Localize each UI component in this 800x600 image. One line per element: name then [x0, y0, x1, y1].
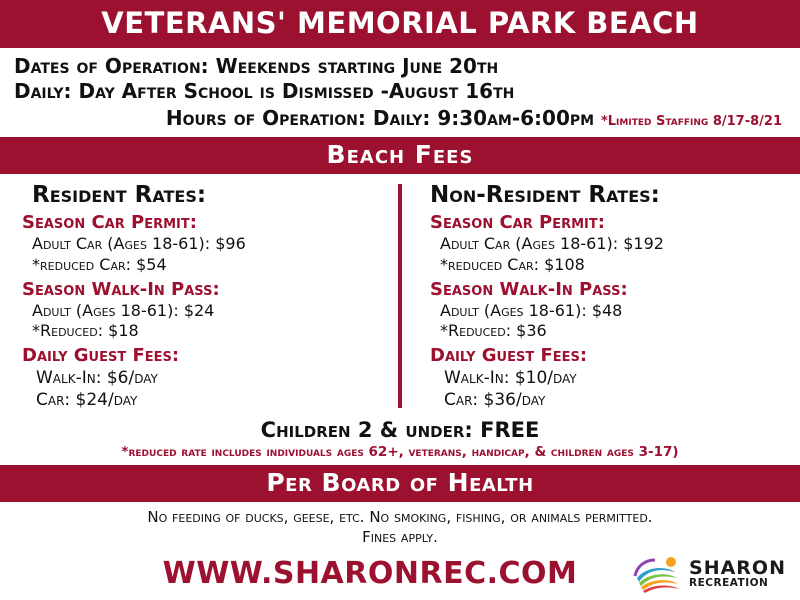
- group-heading: Season Car Permit:: [22, 212, 197, 233]
- group-line: *reduced Car: $108: [440, 254, 585, 274]
- group-line: Walk-In: $10/day: [444, 368, 577, 389]
- resident-rates-title: Resident Rates:: [32, 182, 207, 208]
- footer: [0, 547, 800, 600]
- board-of-health-line-1: No feeding of ducks, geese, etc. No smoking, fishing, or animals permitted.: [147, 508, 653, 527]
- board-of-health-line-2: Fines apply.: [362, 527, 438, 546]
- group-line: Adult (Ages 18-61): $24: [32, 300, 215, 320]
- limited-staffing-note: *Limited Staffing 8/17-8/21: [600, 114, 782, 129]
- resident-daily-guest-fees-group: [14, 345, 384, 411]
- group-line: Adult Car (Ages 18-61): $96: [32, 234, 246, 253]
- nonresident-rates-title: Non-Resident Rates:: [430, 182, 660, 208]
- logo-text: [689, 556, 786, 589]
- group-heading: Daily Guest Fees:: [430, 345, 588, 367]
- group-line: *reduced Car: $54: [32, 254, 167, 274]
- resident-season-walkin-group: [14, 279, 384, 343]
- website-link[interactable]: WWW.SHARONREC.COM: [162, 556, 578, 592]
- group-line: Walk-In: $6/day: [36, 368, 158, 389]
- nonresident-season-walkin-group: [416, 279, 786, 343]
- dates-of-operation-block: [0, 48, 800, 135]
- group-line: *Reduced: $18: [32, 321, 139, 341]
- nonresident-rates-column: [402, 182, 800, 414]
- group-heading: Daily Guest Fees:: [22, 345, 180, 367]
- page-title: VETERANS' MEMORIAL PARK BEACH: [0, 0, 800, 48]
- group-line: Adult Car (Ages 18-61): $192: [440, 234, 664, 253]
- resident-season-car-permit-group: [14, 212, 384, 276]
- wave-swoosh-icon: [631, 552, 683, 596]
- resident-rates-column: [0, 182, 398, 414]
- beach-fees-header: Beach Fees: [0, 137, 800, 174]
- group-line: *Reduced: $36: [440, 321, 547, 341]
- board-of-health-header: Per Board of Health: [0, 465, 800, 502]
- nonresident-season-car-permit-group: [416, 212, 786, 276]
- reduced-rate-note: *reduced rate includes individuals ages 62+, veterans, handicap, & children ages 3-17): [121, 444, 679, 461]
- nonresident-daily-guest-fees-group: [416, 345, 786, 411]
- logo-line-1: SHARON: [689, 556, 786, 579]
- hours-of-operation: Hours of Operation: Daily: 9:30am-6:00pm: [165, 106, 595, 130]
- logo-line-2: RECREATION: [689, 576, 769, 589]
- dates-line-1: Dates of Operation: Weekends starting June 20th: [14, 54, 499, 78]
- group-heading: Season Walk-In Pass:: [430, 278, 628, 300]
- rates-section: [0, 174, 800, 414]
- children-free-note: Children 2 & under: FREE: [260, 418, 540, 443]
- group-heading: Season Walk-In Pass:: [22, 278, 220, 300]
- group-line: Car: $36/day: [444, 390, 546, 411]
- group-line: Car: $24/day: [36, 390, 138, 411]
- group-line: Adult (Ages 18-61): $48: [440, 300, 623, 320]
- dates-line-2: Daily: Day After School is Dismissed -August 16th: [14, 79, 515, 103]
- group-heading: Season Car Permit:: [430, 212, 605, 233]
- sharon-recreation-logo: [631, 552, 786, 596]
